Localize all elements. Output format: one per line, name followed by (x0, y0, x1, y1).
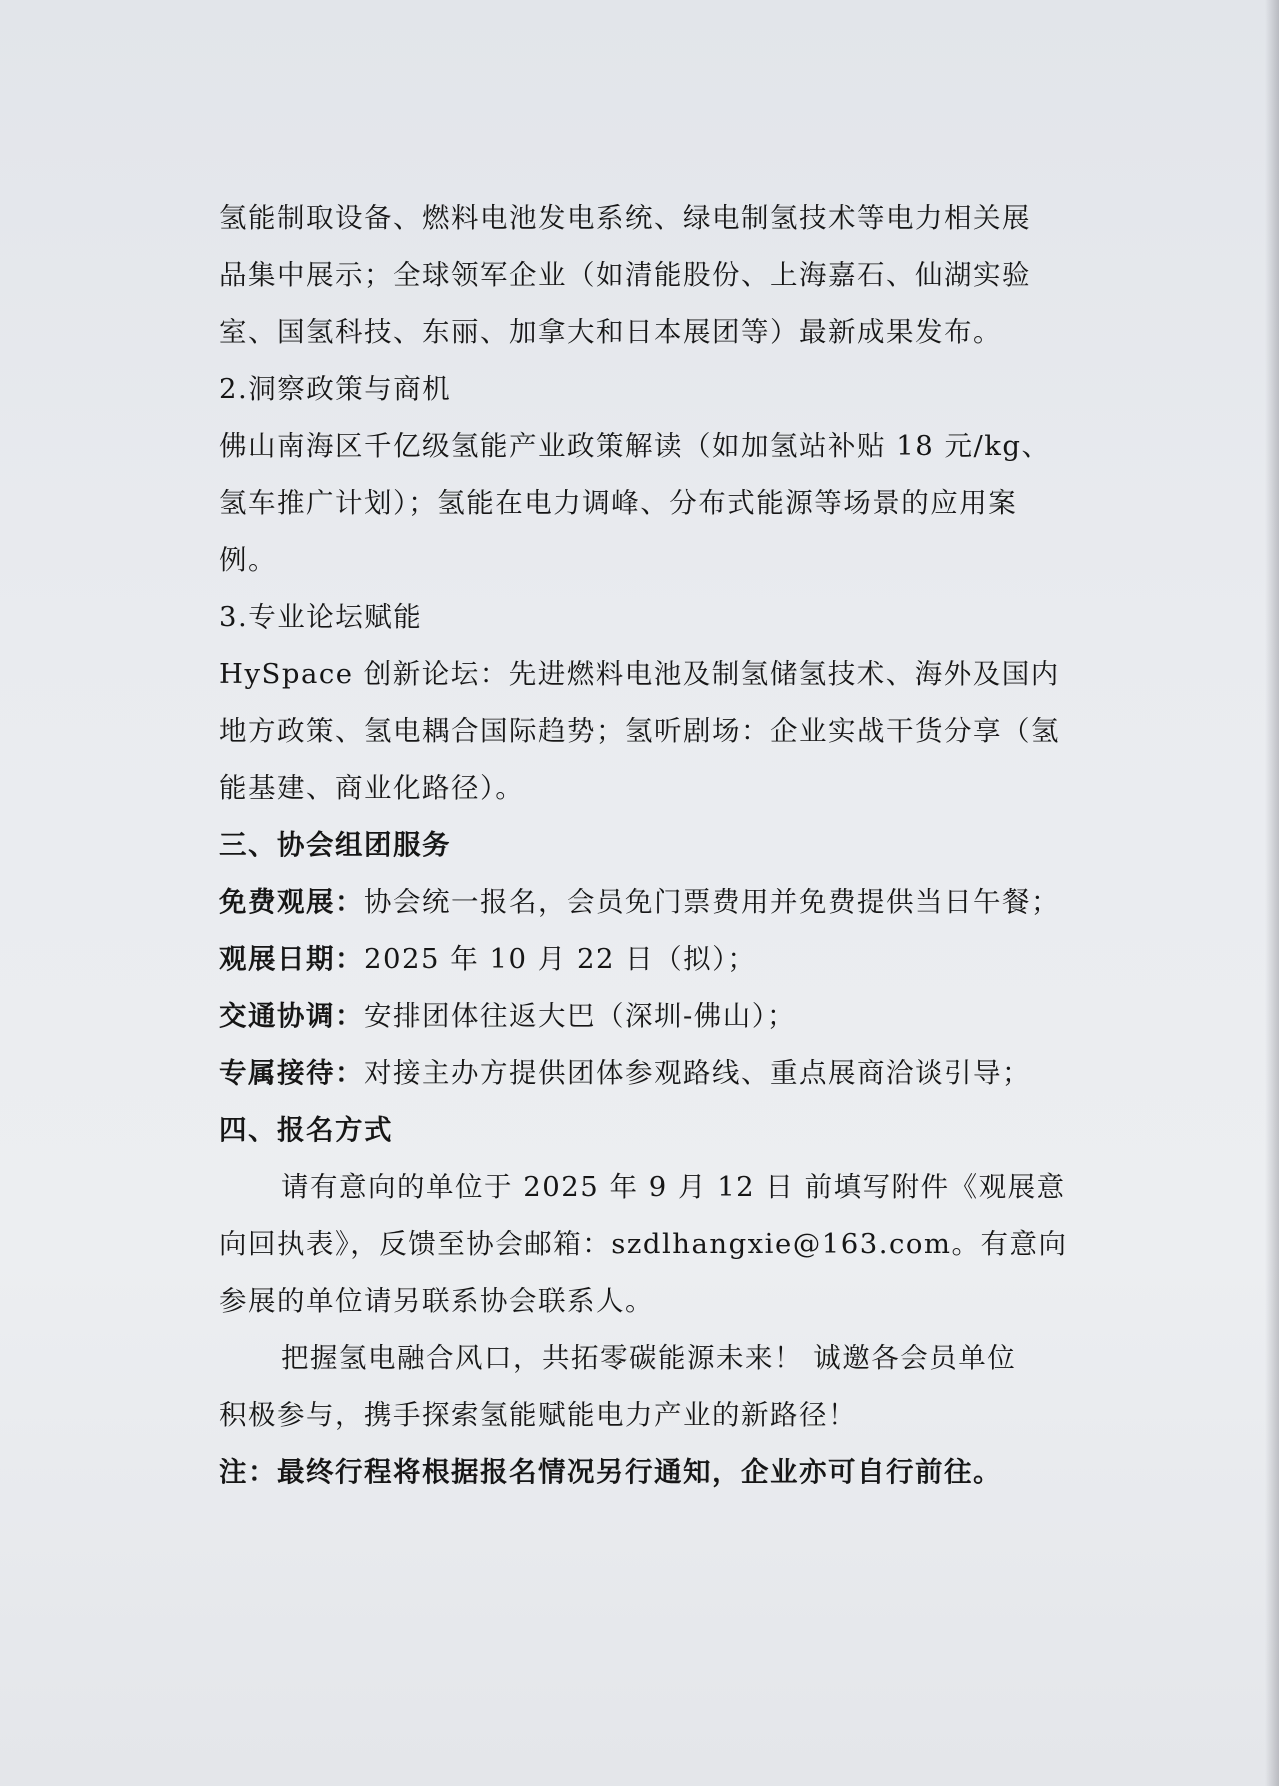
final-note: 注：最终行程将根据报名情况另行通知，企业亦可自行前往。 (219, 1456, 1002, 1488)
service-text: 协会统一报名，会员免门票费用并免费提供当日午餐； (364, 886, 1060, 918)
service-item (219, 874, 1079, 931)
registration-line: 请有意向的单位于 2025 年 9 月 12 日 前填写附件《观展意 (281, 1171, 1066, 1203)
closing-line: 积极参与，携手探索氢能赋能电力产业的新路径！ (219, 1399, 857, 1431)
service-label: 免费观展： (219, 886, 364, 918)
document-body (219, 190, 1079, 1501)
closing-line: 把握氢电融合风口，共拓零碳能源未来！ 诚邀各会员单位 (281, 1342, 1017, 1374)
body-line: 地方政策、氢电耦合国际趋势；氢听剧场：企业实战干货分享（氢 (219, 715, 1060, 747)
service-item (219, 988, 1079, 1045)
body-line: 室、国氢科技、东丽、加拿大和日本展团等）最新成果发布。 (219, 316, 1002, 348)
service-item (219, 931, 1079, 988)
body-line: HySpace 创新论坛：先进燃料电池及制氢储氢技术、海外及国内 (219, 658, 1060, 690)
service-text: 安排团体往返大巴（深圳-佛山）； (364, 1000, 797, 1032)
subheading-forum: 3.专业论坛赋能 (219, 601, 423, 633)
body-line: 氢能制取设备、燃料电池发电系统、绿电制氢技术等电力相关展 (219, 202, 1031, 234)
service-label: 观展日期： (219, 943, 364, 975)
registration-line: 参展的单位请另联系协会联系人。 (219, 1285, 654, 1317)
subheading-policy: 2.洞察政策与商机 (219, 373, 452, 405)
body-line: 例。 (219, 544, 277, 576)
service-item (219, 1045, 1079, 1102)
body-line: 氢车推广计划）；氢能在电力调峰、分布式能源等场景的应用案 (219, 487, 1018, 519)
service-text: 2025 年 10 月 22 日（拟）； (364, 943, 757, 975)
page-shadow-edge (1265, 0, 1279, 1786)
body-line: 品集中展示；全球领军企业（如清能股份、上海嘉石、仙湖实验 (219, 259, 1031, 291)
service-label: 交通协调： (219, 1000, 364, 1032)
section-heading-group-service: 三、协会组团服务 (219, 829, 451, 861)
service-label: 专属接待： (219, 1057, 364, 1089)
service-text: 对接主办方提供团体参观路线、重点展商洽谈引导； (364, 1057, 1031, 1089)
registration-line: 向回执表》，反馈至协会邮箱：szdlhangxie@163.com。有意向 (219, 1228, 1068, 1260)
body-line: 佛山南海区千亿级氢能产业政策解读（如加氢站补贴 18 元/kg、 (219, 430, 1051, 462)
section-heading-registration: 四、报名方式 (219, 1114, 393, 1146)
body-line: 能基建、商业化路径）。 (219, 772, 525, 804)
